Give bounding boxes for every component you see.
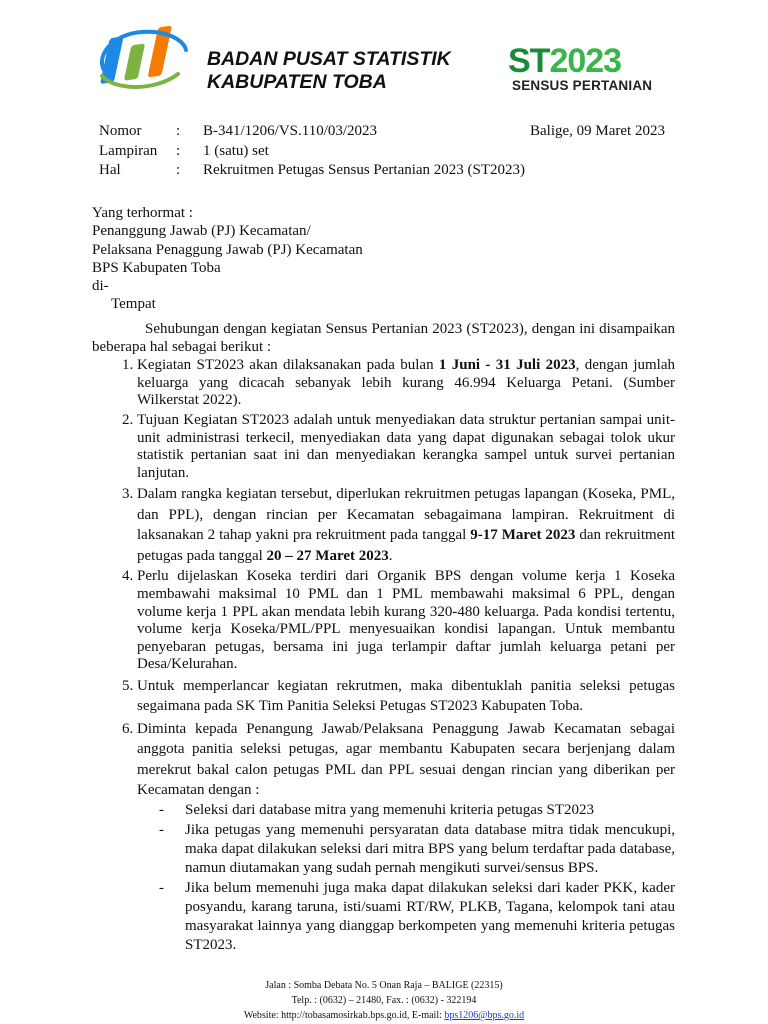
sub-list-item: - Jika petugas yang memenuhi persyaratan data database mitra tidak mencukupi, maka dapat dilakukan seleksi dari mitra BPS yang belum terdaftar pada database, namun diutamakan yang sudah pernah mengikuti survei/sensus BPS. <box>185 821 675 878</box>
address-line: di- <box>92 278 109 295</box>
address-line: Penanggung Jawab (PJ) Kecamatan/ <box>92 223 311 240</box>
letter-body <box>92 321 675 957</box>
st2023-logo <box>508 44 676 96</box>
list-item-3 <box>137 484 675 566</box>
address-line: BPS Kabupaten Toba <box>92 259 221 276</box>
footer-address: Jalan : Somba Debata No. 5 Onan Raja – BALIGE (22315) <box>265 980 503 991</box>
footer-phone: Telp. : (0632) – 21480, Fax. : (0632) - 322194 <box>291 995 477 1006</box>
list-item-1 <box>137 357 675 410</box>
organization-name <box>207 48 451 94</box>
list-item-6 <box>137 719 675 955</box>
sub-list-item: - Jika belum memenuhi juga maka dapat dilakukan seleksi dari kader PKK, kader posyandu, karang taruna, isti/suami RT/RW, PLKB, Tagana, kelompok tani atau masyarakat lainnya yang dianggap berkompeten yang memenuhi kriteria petugas ST2023. <box>185 879 675 955</box>
meta-colon: : <box>176 142 181 159</box>
sub-list <box>137 801 675 955</box>
list-item-4: 4. Perlu dijelaskan Koseka terdiri dari Organik BPS dengan volume kerja 1 Koseka membawahi maksimal 10 PML dan 1 PML membawahi maksimal 6 PPL, dengan volume kerja 1 PPL akan mendata lebih kurang 320-480 keluarga. Pada kondisi tertentu, volume kerja Koseka/PML/PPL menyesuaikan kondisi lapangan. Untuk membantu penyebaran petugas, bersama ini juga terlampir daftar jumlah keluarga petani per Desa/Kelurahan. <box>137 568 675 674</box>
email-link[interactable]: bps1206@bps.go.id <box>444 1010 525 1021</box>
address-line: Pelaksana Penaggung Jawab (PJ) Kecamatan <box>92 241 363 258</box>
meta-label: Nomor <box>99 123 142 139</box>
address-line: Yang terhormat : <box>92 205 193 221</box>
item-text: dan rekruitment petugas pada tanggal <box>137 527 675 564</box>
meta-label: Hal <box>99 162 121 178</box>
item-text: Kegiatan ST2023 akan dilaksanakan pada bulan <box>137 357 439 374</box>
meta-label: Lampiran <box>99 142 158 159</box>
letter-date: Balige, 09 Maret 2023 <box>530 123 665 139</box>
letterhead <box>0 0 768 115</box>
item-text: Diminta kepada Penangung Jawab/Pelaksana Penaggung Jawab Kecamatan sebagai anggota panitia seleksi petugas, agar membantu Kabupaten secara berjenjang dalam merekrut bakal calon petugas PML dan PPL sesuai dengan rincian yang diberikan per Kecamatan dengan : <box>137 720 675 799</box>
footer-website: Website: http://tobasamosirkab.bps.go.id, E-mail: <box>243 1010 445 1021</box>
meta-row-hal <box>99 161 525 181</box>
letter-meta <box>99 122 525 181</box>
item-text: . <box>388 547 393 564</box>
bps-logo-icon <box>94 26 190 94</box>
list-item-2: 2. Tujuan Kegiatan ST2023 adalah untuk menyediakan data struktur pertanian sampai unit-unit administrasi terkecil, menyediakan data yang dapat digunakan sebagai tolok ukur statistik pertanian saat ini dan menyediakan kerangka sampel untuk survei pertanian lanjutan. <box>137 412 675 482</box>
item-text: Dalam rangka kegiatan tersebut, diperlukan rekruitmen petugas lapangan (Koseka, PML, dan PPL), dengan rincian per Kecamatan sebagaimana lampiran. Rekruitment di laksanakan 2 tahap yakni pra rekruitment pada tanggal <box>137 486 675 544</box>
intro-paragraph: Sehubungan dengan kegiatan Sensus Pertanian 2023 (ST2023), dengan ini disampaikan beberapa hal sebagai berikut : <box>92 321 675 355</box>
item-text: , dengan jumlah keluarga yang dicacah sebanyak lebih kurang 46.994 Keluarga Petani. (Sumber Wilkerstat 2022). <box>137 357 676 409</box>
item-bold: 1 Juni - 31 Juli 2023 <box>438 357 576 374</box>
meta-colon: : <box>176 162 181 178</box>
address-line: Tempat <box>111 296 156 313</box>
meta-value: 1 (satu) set <box>203 142 269 159</box>
meta-row-nomor <box>99 122 525 142</box>
org-line-1: BADAN PUSAT STATISTIK <box>207 48 451 70</box>
org-line-2: KABUPATEN TOBA <box>207 71 387 93</box>
meta-value: Rekruitmen Petugas Sensus Pertanian 2023 (ST2023) <box>203 162 526 178</box>
list-item-5: 5. Untuk memperlancar kegiatan rekrutmen, maka dibentuklah panitia seleksi petugas segaimana pada SK Tim Panitia Seleksi Petugas ST2023 Kabupaten Toba. <box>137 676 675 717</box>
recipient-address <box>92 204 363 314</box>
sub-list-item: - Seleksi dari database mitra yang memenuhi kriteria petugas ST2023 <box>185 801 675 820</box>
meta-colon: : <box>176 123 181 139</box>
item-bold: 9-17 Maret 2023 <box>470 527 576 544</box>
footer-contact <box>0 1008 768 1023</box>
meta-value: B-341/1206/VS.110/03/2023 <box>203 123 378 139</box>
item-bold: 20 – 27 Maret 2023 <box>266 547 389 564</box>
st2023-logo-main <box>508 44 621 78</box>
letter-footer <box>0 978 768 1023</box>
st2023-logo-year: 2023 <box>549 42 622 80</box>
st2023-logo-subtitle: SENSUS PERTANIAN <box>512 78 653 93</box>
st2023-logo-st: ST <box>508 42 550 80</box>
numbered-list <box>92 357 675 955</box>
meta-row-lampiran <box>99 142 525 162</box>
